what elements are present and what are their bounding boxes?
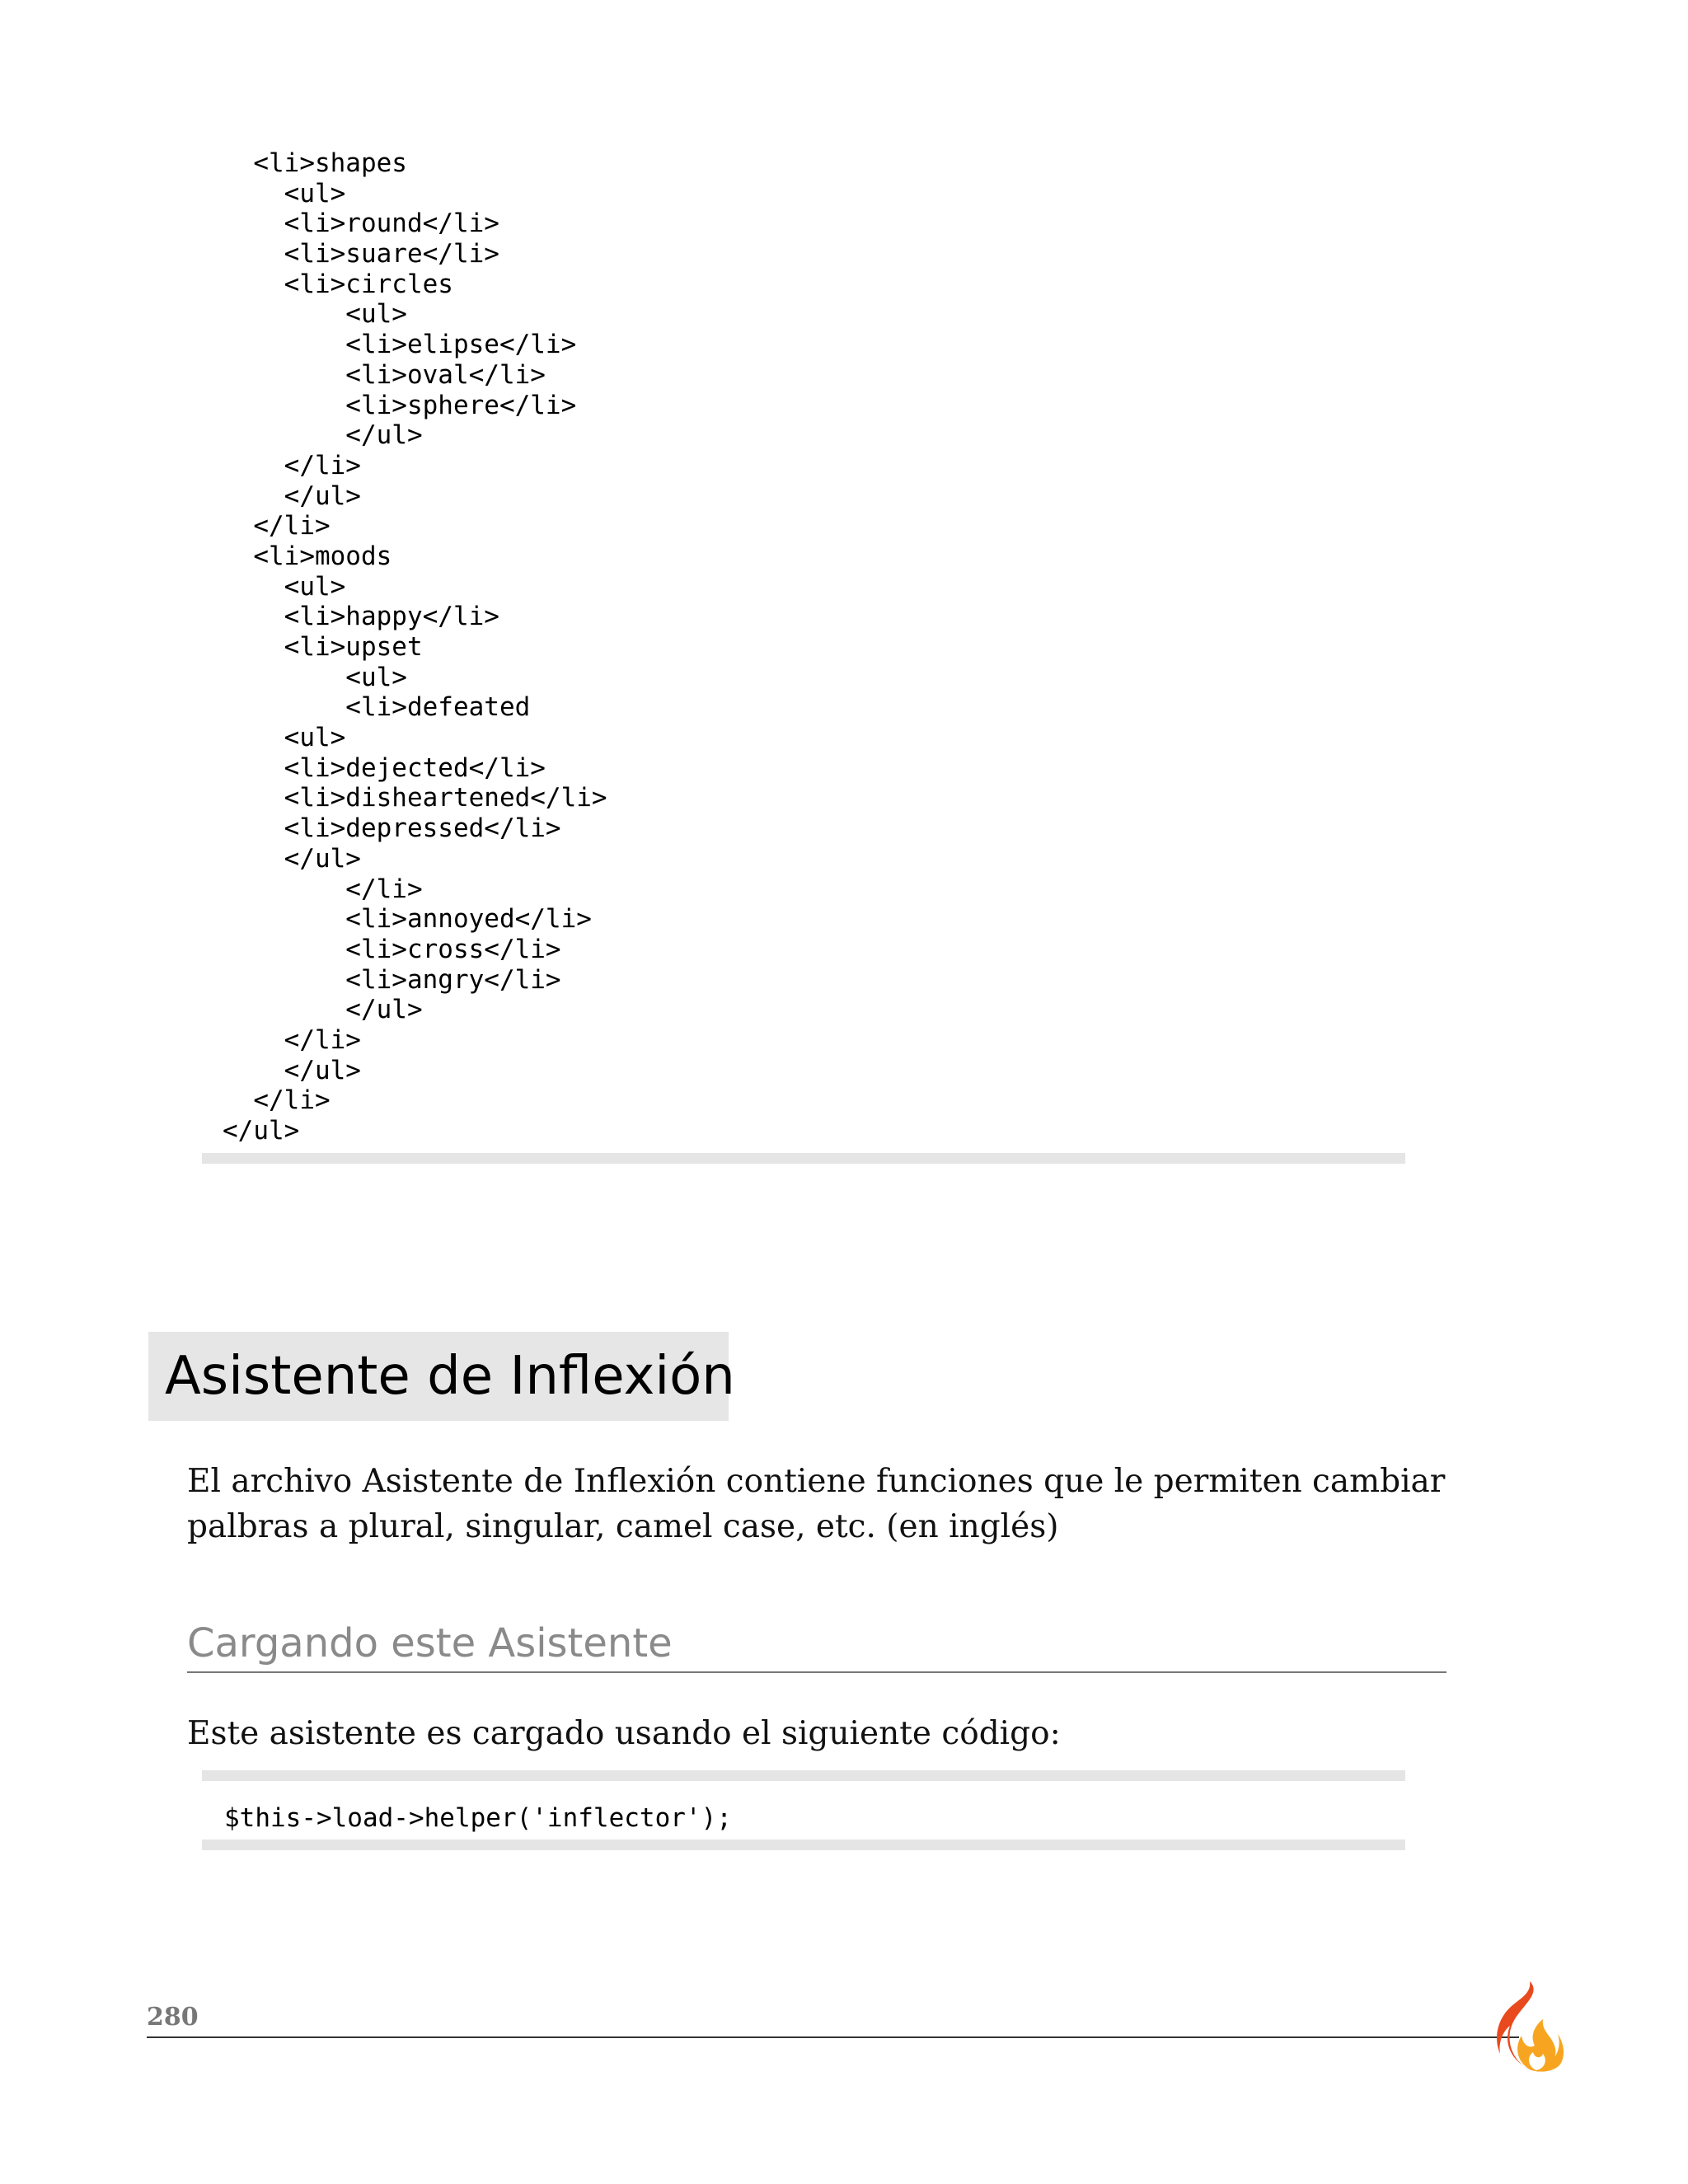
code-line: </ul> [223,1116,300,1146]
code-line: <ul> [223,662,407,692]
code-line: </ul> [223,420,423,451]
code-line: <li>cross</li> [223,934,561,964]
code-line: <li>shapes [223,148,407,178]
code-line: </li> [223,450,361,480]
code-block-top [223,148,607,1146]
code-line: <li>disheartened</li> [223,783,607,813]
code-line: <li>annoyed</li> [223,904,592,935]
code-line: <ul> [223,178,346,209]
codeigniter-flame-icon [1493,1978,1573,2075]
code-line: <li>happy</li> [223,602,499,632]
code-line: <li>sphere</li> [223,390,577,420]
code-snippet: $this->load->helper('inflector'); [224,1803,732,1833]
code-line: <li>circles [223,269,453,299]
code-line: </li> [223,1024,361,1055]
code-line: <ul> [223,723,346,753]
code-line: <li>defeated [223,692,531,723]
section-paragraph: El archivo Asistente de Inflexión contiene funciones que le permiten cambiar palbras a plural, singular, camel case, etc. (en inglés) [187,1463,1446,1545]
code-line: <ul> [223,571,346,602]
code-line: <li>moods [223,541,392,571]
code-line: <li>upset [223,632,423,662]
code-line: </li> [223,1085,331,1116]
footer-rule [147,2036,1519,2038]
code-line: <li>elipse</li> [223,330,577,360]
code-line: <ul> [223,299,407,330]
code-line: </ul> [223,843,361,874]
code-line: </ul> [223,1055,361,1085]
code-line: </li> [223,874,423,904]
code-line: <li>round</li> [223,209,499,239]
code-line: </ul> [223,480,361,511]
section-heading: Asistente de Inflexión [148,1332,729,1421]
code-line: <li>suare</li> [223,239,499,269]
code-block-bottom-border [202,1153,1405,1164]
code-block-top-border [202,1770,1405,1781]
subsection-paragraph: Este asistente es cargado usando el siguiente código: [187,1715,1061,1752]
code-line: <li>dejected</li> [223,752,546,783]
code-line: <li>oval</li> [223,359,546,390]
subsection-heading: Cargando este Asistente [187,1617,1447,1673]
code-line: <li>depressed</li> [223,813,561,844]
page-number: 280 [147,2003,199,2032]
code-line: </li> [223,511,331,541]
code-block-bottom-border [202,1840,1405,1850]
code-line: <li>angry</li> [223,964,561,995]
code-line: </ul> [223,995,423,1025]
